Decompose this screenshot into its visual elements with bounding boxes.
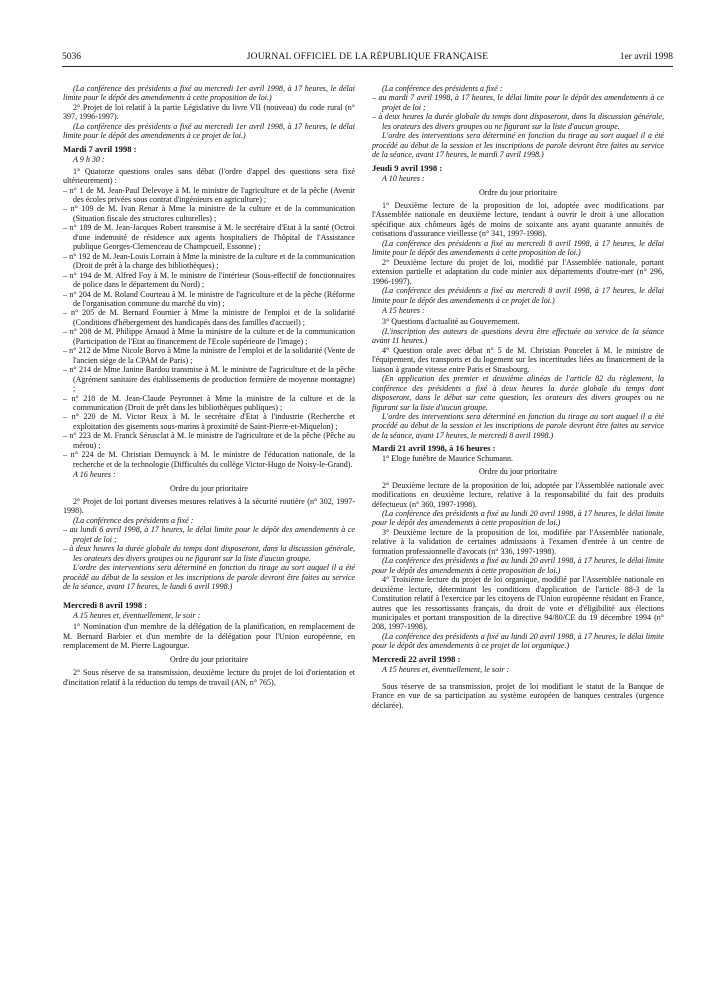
section-date: Mercredi 8 avril 1998 :	[63, 599, 148, 610]
order-heading: Ordre du jour prioritaire	[479, 187, 557, 197]
list-item: – n° 208 de M. Philippe Arnaud à Mme la ministre de la culture et de la communication (Participation de l'Etat au financement de l'Ecole supérieure de l'image) ;	[63, 327, 355, 346]
session-hour: A 10 heures :	[382, 174, 425, 184]
paragraph: (L'inscription des auteurs de questions devra être effectuée au service de la séance avant 11 heures.)	[372, 326, 664, 346]
paragraph: L'ordre des interventions sera déterminé en fonction du tirage au sort auquel il a été procédé au début de la session et les inscriptions de parole devront être faites au service de la séance, avant 17 heures, le mardi 7 avril 1998.)	[372, 131, 664, 160]
paragraph: 1° Deuxième lecture de la proposition de loi, adoptée avec modifications par l'Assemblée nationale en deuxième lecture, tendant à ouvrir le droit à une allocation spécifique aux chômeurs âgés de moins de soixante ans ayant quarante annuités de cotisations d'assurance vieillesse (n° 341, 1997-1998).	[372, 200, 664, 239]
session-hour: A 15 heures et, éventuellement, le soir :	[73, 611, 201, 621]
paragraph: 2° Sous réserve de sa transmission, deuxième lecture du projet de loi d'orientation et d'incitation relatif à la réduction du temps de travail (AN, n° 765).	[63, 668, 355, 687]
paragraph: (La conférence des présidents a fixé au mercredi 1er avril 1998, à 17 heures, le délai limite pour le dépôt des amendements à cette proposition de loi.)	[63, 84, 355, 103]
session-hour: A 15 heures :	[382, 305, 425, 315]
list-item: – n° 192 de M. Jean-Louis Lorrain à Mme la ministre de la culture et de la communication (Droit de prêt à la charge des bibliothèques) ;	[63, 251, 355, 271]
paragraph: (La conférence des présidents a fixé au lundi 20 avril 1998, à 17 heures, le délai limite pour le dépôt des amendements à cette proposition de loi.)	[372, 556, 664, 575]
paragraph: (La conférence des présidents a fixé au lundi 20 avril 1998, à 17 heures, le délai limite pour le dépôt des amendements à cette proposition de loi.)	[372, 509, 664, 528]
paragraph: 3° Deuxième lecture de la proposition de loi, modifiée par l'Assemblée nationale, relative à la validation de certaines admissions à l'examen d'entrée à un centre de formation professionnelle d'avocats (n° 336, 1997-1998).	[372, 527, 664, 556]
list-item: – à deux heures la durée globale du temps dont disposeront, dans la discussion générale, les orateurs des divers groupes ou ne figurant sur la liste d'aucun groupe.	[372, 112, 664, 131]
order-heading: Ordre du jour prioritaire	[170, 654, 248, 664]
paragraph: Sous réserve de sa transmission, projet de loi modifiant le statut de la Banque de France en vue de sa participation au système européen de banques centrales (urgence déclarée).	[372, 681, 664, 710]
paragraph: 1° Nomination d'un membre de la délégation de la planification, en remplacement de M. Bernard Barbier et d'un membre de la délégation pour l'Union européenne, en remplacement de M. Pierre Lagourgue.	[63, 622, 355, 651]
list-item: – n° 109 de M. Ivan Renar à Mme la ministre de la culture et de la communication (Situation fiscale des structures culturelles) ;	[63, 204, 355, 223]
paragraph: (La conférence des présidents a fixé au mercredi 8 avril 1998, à 17 heures, le délai limite pour le dépôt des amendements à cette proposition de loi.)	[372, 238, 664, 258]
page-number: 5036	[62, 52, 81, 62]
paragraph: (La conférence des présidents a fixé au lundi 20 avril 1998, à 17 heures, le délai limite pour le dépôt des amendements à ce projet de loi organique.)	[372, 631, 664, 651]
deadline-list	[63, 525, 355, 563]
list-item: – au mardi 7 avril 1998, à 17 heures, le délai limite pour le dépôt des amendements à ce projet de loi ;	[372, 93, 664, 112]
paragraph: 4° Troisième lecture du projet de loi organique, modifié par l'Assemblée nationale en deuxième lecture, déterminant les conditions d'application de l'article 88-3 de la Constitution relatif à l'exercice par les citoyens de l'Union européenne résidant en France, autres que les ressortissants français, du droit de vote et d'éligibilité aux élections municipales et portant transposition de la directive 94/80/CE du 19 décembre 1994 (n° 208, 1997-1998).	[372, 575, 664, 632]
paragraph: 4° Question orale avec débat n° 5 de M. Christian Poncelet à M. le ministre de l'équipement, des transports et du logement sur les incertitudes liées au financement de la liaison à grande vitesse entre Paris et Strasbourg.	[372, 345, 664, 374]
paragraph: (La conférence des présidents a fixé au mercredi 1er avril 1998, à 17 heures, le délai limite pour le dépôt des amendements à ce projet de loi.)	[63, 121, 355, 141]
paragraph: (En application des premier et deuxième alinéas de l'article 82 du règlement, la conférence des présidents a fixé à deux heures la durée globale du temps dont disposeront, dans le débat sur cette question, les orateurs des divers groupes ou ne figurant sur la liste d'aucun groupe.	[372, 374, 664, 412]
paragraph: 2° Projet de loi relatif à la partie Législative du livre VII (nouveau) du code rural (n° 397, 1996-1997).	[63, 102, 355, 122]
list-item: – n° 220 de M. Victor Reux à M. le secrétaire d'Etat à l'industrie (Recherche et exploitation des gisements sous-marins à proximité de Saint-Pierre-et-Miquelon) ;	[63, 412, 355, 431]
list-item: – n° 214 de Mme Janine Bardou transmise à M. le ministre de l'agriculture et de la pêche (Agrément sanitaire des établissements de production fermière de moyenne montagne) ;	[63, 365, 355, 394]
paragraph: 1° Quatorze questions orales sans débat (l'ordre d'appel des questions sera fixé ultérieurement) :	[63, 166, 355, 186]
section-date: Mardi 7 avril 1998 :	[63, 143, 137, 154]
paragraph: 1° Eloge funèbre de Maurice Schumann.	[382, 453, 514, 463]
list-item: – n° 205 de M. Bernard Fournier à Mme la ministre de l'emploi et de la solidarité (Conditions d'hébergement des handicapés dans des familles d'accueil) ;	[63, 308, 355, 327]
paragraph: (La conférence des présidents a fixé :	[382, 84, 503, 93]
list-item: – n° 204 de M. Roland Courteau à M. le ministre de l'agriculture et de la pêche (Réforme de l'organisation commune du marché du vin) ;	[63, 289, 355, 308]
page-header	[62, 52, 673, 67]
list-item: – à deux heures la durée globale du temps dont disposeront, dans la discussion générale, les orateurs des divers groupes ou ne figurant sur la liste d'aucun groupe.	[63, 544, 355, 563]
section-date: Jeudi 9 avril 1998 :	[372, 162, 443, 173]
list-item: – n° 189 de M. Jean-Jacques Robert transmise à M. le secrétaire d'Etat à la santé (Octroi d'une indemnité de résidence aux agents hospitaliers de l'hôpital de l'Assistance publique Georges-Clemenceau de Champcueil, Essonne) ;	[63, 223, 355, 252]
session-hour: A 9 h 30 :	[73, 155, 105, 165]
list-item: – au lundi 6 avril 1998, à 17 heures, le délai limite pour le dépôt des amendements à ce projet de loi ;	[63, 525, 355, 544]
list-item: – n° 223 de M. Franck Sérusclat à M. le ministre de l'agriculture et de la pêche (Pêche au mérou) ;	[63, 431, 355, 450]
paragraph: (La conférence des présidents a fixé :	[73, 515, 194, 525]
list-item: – n° 194 de M. Alfred Foy à M. le ministre de l'intérieur (Sous-effectif de fonctionnaires de police dans le département du Nord) ;	[63, 270, 355, 290]
list-item: – n° 218 de M. Jean-Claude Peyronnet à Mme la ministre de la culture et de la communication (Droit de prêt dans les bibliothèques publiques) ;	[63, 393, 355, 412]
paragraph: 3° Questions d'actualité au Gouvernement.	[382, 317, 520, 327]
paragraph: L'ordre des interventions sera déterminé en fonction du tirage au sort auquel il a été procédé au début de la session et les inscriptions de parole devront être faites au service de la séance, avant 17 heures, le mercredi 8 avril 1998.)	[372, 411, 664, 440]
section-date: Mercredi 22 avril 1998 :	[372, 653, 461, 664]
right-column	[372, 84, 664, 710]
session-hour: A 16 heures :	[73, 470, 116, 480]
list-item: – n° 224 de M. Christian Demuynck à M. le ministre de l'éducation nationale, de la recherche et de la technologie (Difficultés du collège Victor-Hugo de Noisy-le-Grand).	[63, 450, 355, 469]
questions-list	[63, 186, 355, 470]
order-heading: Ordre du jour prioritaire	[479, 467, 557, 477]
list-item: – n° 212 de Mme Nicole Borvo à Mme la ministre de l'emploi et de la solidarité (Vente de l'ancien siège de la CPAM de Paris) ;	[63, 346, 355, 365]
paragraph: 2° Deuxième lecture de la proposition de loi, adoptée par l'Assemblée nationale avec modifications en deuxième lecture, relative à la responsabilité du fait des produits défectueux (n° 360, 1997-1998).	[372, 480, 664, 509]
paragraph: L'ordre des interventions sera déterminé en fonction du tirage au sort auquel il a été procédé au début de la session et les inscriptions de parole devront être faites au service de la séance, avant 17 heures, le lundi 6 avril 1998.)	[63, 563, 355, 592]
deadline-list	[372, 93, 664, 131]
section-date: Mardi 21 avril 1998, à 16 heures :	[372, 443, 496, 454]
paragraph: (La conférence des présidents a fixé au mercredi 8 avril 1998, à 17 heures, le délai limite pour le dépôt des amendements à ce projet de loi.)	[372, 286, 664, 305]
list-item: – n° 1 de M. Jean-Paul Delevoye à M. le ministre de l'agriculture et de la pêche (Avenir des écoles privées sous contrat d'ingénieurs en agriculture) ;	[63, 185, 355, 204]
paragraph: 2° Projet de loi portant diverses mesures relatives à la sécurité routière (n° 302, 1997-1998).	[63, 497, 355, 516]
issue-date: 1er avril 1998	[619, 52, 673, 62]
order-heading: Ordre du jour prioritaire	[170, 483, 248, 493]
journal-title: JOURNAL OFFICIEL DE LA RÉPUBLIQUE FRANÇAISE	[246, 52, 489, 62]
paragraph: 2° Deuxième lecture du projet de loi, modifié par l'Assemblée nationale, portant extension partielle et adaptation du code minier aux départements d'outre-mer (n° 296, 1996-1997).	[372, 257, 664, 286]
session-hour: A 15 heures et, éventuellement, le soir :	[382, 665, 510, 675]
left-column	[63, 84, 355, 687]
